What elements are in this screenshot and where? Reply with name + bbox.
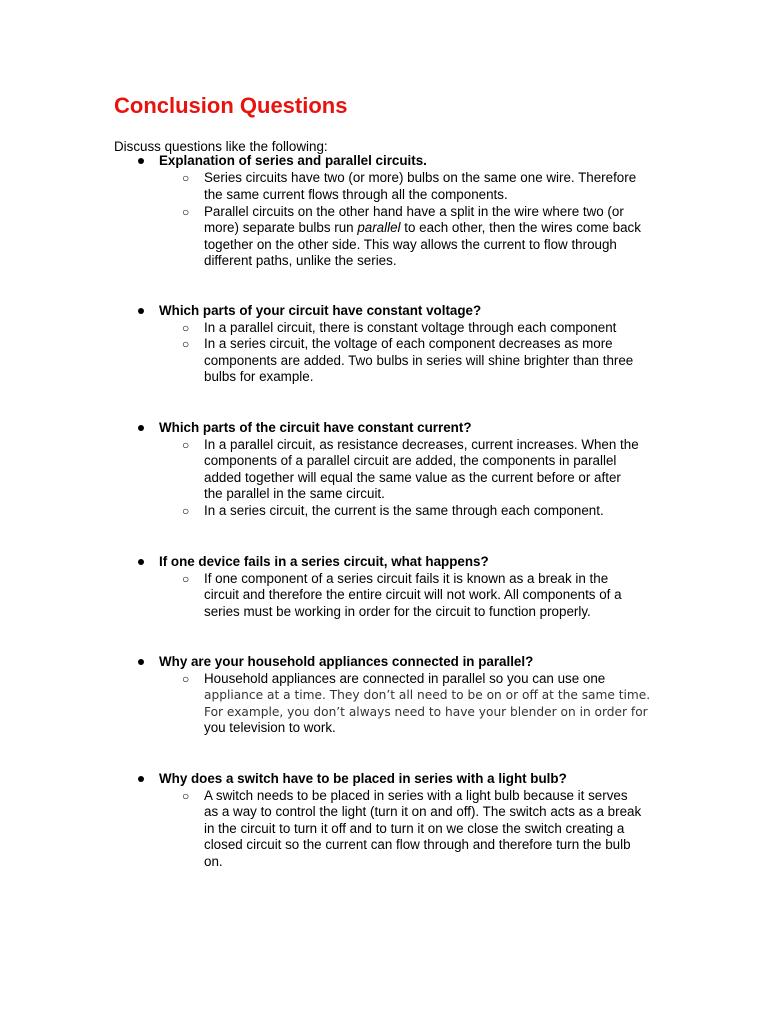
circle-bullet-icon: ○: [182, 571, 190, 586]
circle-bullet-icon: ○: [182, 171, 190, 185]
bullet-icon: [138, 308, 144, 314]
answer-line: closed circuit so the current can flow through and therefore turn the bulb: [204, 837, 631, 852]
answer-line: bulbs for example.: [204, 369, 314, 384]
answer-line: For example, you don’t always need to have your blender on in order for: [204, 704, 648, 719]
circle-bullet-icon: ○: [182, 437, 190, 452]
answer-line-part: more) separate bulbs run: [204, 220, 358, 235]
question-text: Why does a switch have to be placed in series with a light bulb?: [159, 771, 567, 786]
answer-line: In a parallel circuit, there is constant voltage through each component: [204, 319, 617, 335]
circle-bullet-icon: ○: [182, 337, 190, 351]
circle-bullet-icon: ○: [182, 671, 190, 686]
answer-line-mixed: [204, 220, 641, 237]
answer-emphasis: parallel: [357, 220, 401, 235]
answer-line-part: to each other, then the wires come back: [400, 220, 641, 235]
question-text: If one device fails in a series circuit, what happens?: [159, 554, 489, 569]
bullet-icon: [138, 659, 144, 665]
answer-line: Parallel circuits on the other hand have a split in the wire where two (or: [204, 203, 624, 219]
bullet-icon: [138, 425, 144, 431]
circle-bullet-icon: ○: [182, 503, 190, 518]
answer-line: components of a parallel circuit are added, the components in parallel: [204, 453, 617, 468]
question-text: Which parts of your circuit have constant voltage?: [159, 303, 482, 318]
bullet-icon: [138, 776, 144, 782]
circle-bullet-icon: ○: [182, 204, 190, 219]
intro-text: Discuss questions like the following:: [114, 139, 328, 154]
answer-line: In a series circuit, the voltage of each component decreases as more: [204, 336, 613, 351]
answer-line: added together will equal the same value as the current before or after: [204, 469, 621, 485]
answer-line: together on the other side. This way allows the current to flow through: [204, 236, 617, 252]
answer-line: Household appliances are connected in parallel so you can use one: [204, 670, 606, 686]
circle-bullet-icon: ○: [182, 320, 190, 335]
circle-bullet-icon: ○: [182, 788, 190, 803]
answer-line: in the circuit to turn it off and to turn it on we close the switch creating a: [204, 820, 625, 836]
answer-line: the same current flows through all the components.: [204, 186, 508, 202]
answer-line: In a parallel circuit, as resistance decreases, current increases. When the: [204, 436, 639, 452]
answer-line: appliance at a time. They don’t all need to be on or off at the same time.: [204, 688, 651, 702]
answer-line: you television to work.: [204, 720, 336, 735]
answer-line: on.: [204, 853, 223, 869]
question-text: Why are your household appliances connected in parallel?: [159, 654, 534, 669]
answer-line: different paths, unlike the series.: [204, 253, 397, 268]
answer-line: If one component of a series circuit fails it is known as a break in the: [204, 570, 609, 586]
answer-line: series must be working in order for the circuit to function properly.: [204, 603, 591, 619]
answer-line: circuit and therefore the entire circuit will not work. All components of a: [204, 587, 622, 602]
answer-line: In a series circuit, the current is the same through each component.: [204, 502, 604, 518]
answer-line: A switch needs to be placed in series with a light bulb because it serves: [204, 787, 628, 803]
answer-line: as a way to control the light (turn it on and off). The switch acts as a break: [204, 804, 642, 819]
bullet-icon: [138, 559, 144, 565]
bullet-icon: [138, 158, 144, 164]
answer-line: components are added. Two bulbs in series will shine brighter than three: [204, 352, 634, 368]
page-title: Conclusion Questions: [114, 93, 348, 118]
question-text: Which parts of the circuit have constant current?: [159, 420, 472, 435]
answer-line: the parallel in the same circuit.: [204, 486, 385, 501]
answer-line: Series circuits have two (or more) bulbs on the same one wire. Therefore: [204, 170, 637, 185]
question-text: Explanation of series and parallel circuits.: [159, 153, 427, 168]
